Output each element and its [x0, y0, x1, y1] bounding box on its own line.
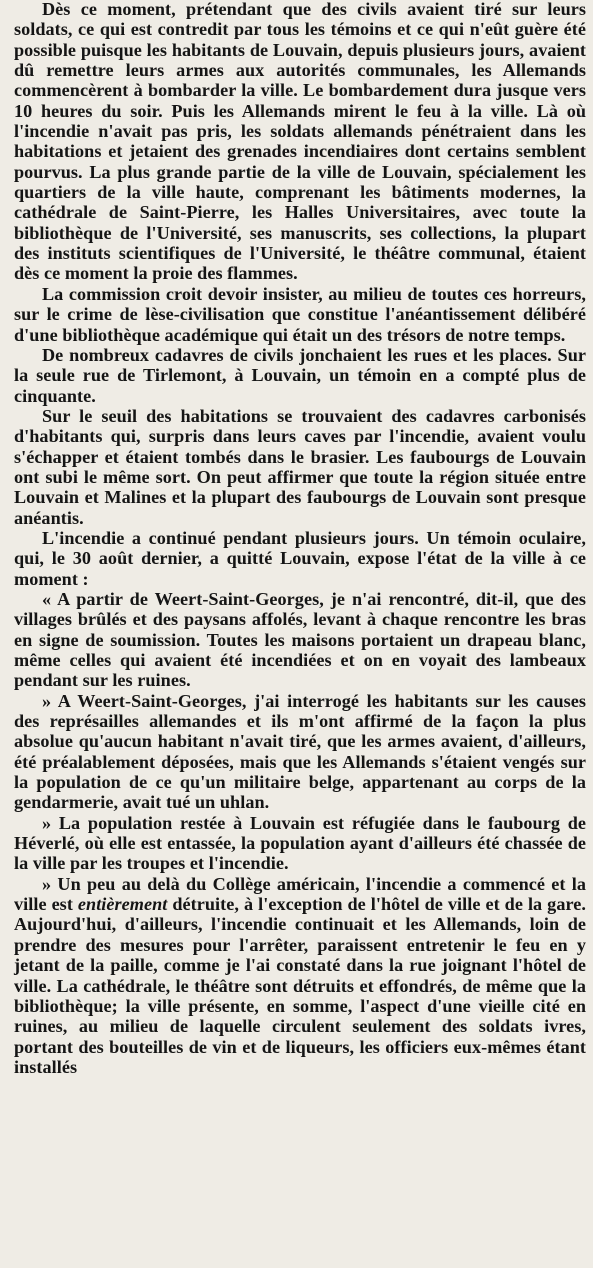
- quote-paragraph-1: « A partir de Weert-Saint-Georges, je n'ai rencontré, dit-il, que des villages brûlés et des paysans affolés, levant à chaque rencontre les bras en signe de soumission. Toutes les maisons portaient un drapeau blanc, même celles qui avaient été incendiées et on en voyait des lambeaux pendant sur les ruines.: [14, 588, 586, 691]
- article-column: [14, 0, 586, 1077]
- quote-paragraph-3: » La population restée à Louvain est réfugiée dans le faubourg de Héverlé, où elle est entassée, la population ayant d'ailleurs été chassée de la ville par les troupes et l'incendie.: [14, 812, 586, 874]
- emphasized-word: entièrement: [77, 894, 168, 915]
- quote-paragraph-4-text-after: détruite, à l'exception de l'hôtel de ville et de la gare. Aujourd'hui, d'ailleurs, l'incendie continuait et les Allemands, loin de prendre des mesures pour l'arrêter, paraissent entretenir le feu en y jetant de la paille, comme je l'ai constaté dans la rue joignant l'hôtel de ville. La cathédrale, le théâtre sont détruits et effondrés, de même que la bibliothèque; la ville présente, en somme, l'aspect d'une vieille cité en ruines, au milieu de laquelle circulent seulement des soldats ivres, portant des bouteilles de vin et de liqueurs, les officiers eux-mêmes étant installés: [14, 894, 586, 1077]
- quote-paragraph-4: [14, 874, 586, 1077]
- quote-paragraph-2: » A Weert-Saint-Georges, j'ai interrogé les habitants sur les causes des représailles allemandes et ils m'ont affirmé de la façon la plus absolue qu'aucun habitant n'avait tiré, que les armes avaient, d'ailleurs, été préalablement déposées, mais que les Allemands s'étaient vengés sur la population de ce qu'un militaire belge, appartenant au corps de la gendarmerie, avait tué un uhlan.: [14, 690, 586, 813]
- paragraph-3: De nombreux cadavres de civils jonchaient les rues et les places. Sur la seule rue de Tirlemont, à Louvain, un témoin en a compté plus de cinquante.: [14, 344, 586, 406]
- paragraph-1: Dès ce moment, prétendant que des civils avaient tiré sur leurs soldats, ce qui est contredit par tous les témoins et ce qui n'eût guère été possible puisque les habitants de Louvain, depuis plusieurs jours, avaient dû remettre leurs armes aux autorités communales, les Allemands commencèrent à bombarder la ville. Le bombardement dura jusque vers 10 heures du soir. Puis les Allemands mirent le feu à la ville. Là où l'incendie n'avait pas pris, les soldats allemands pénétraient dans les habitations et jetaient des grenades incendiaires dont certains semblent pourvus. La plus grande partie de la ville de Louvain, spécialement les quartiers de la ville haute, comprenant les bâtiments modernes, la cathédrale de Saint-Pierre, les Halles Universitaires, avec toute la bibliothèque de l'Université, ses manuscrits, ses collections, la plupart des instituts scientifiques de l'Université, le théâtre communal, étaient dès ce moment la proie des flammes.: [14, 0, 586, 284]
- paragraph-5: L'incendie a continué pendant plusieurs jours. Un témoin oculaire, qui, le 30 août dernier, a quitté Louvain, expose l'état de la ville à ce moment :: [14, 527, 586, 589]
- paragraph-4: Sur le seuil des habitations se trouvaient des cadavres carbonisés d'habitants qui, surpris dans leurs caves par l'incendie, avaient voulu s'échapper et étaient tombés dans le brasier. Les faubourgs de Louvain ont subi le même sort. On peut affirmer que toute la région située entre Louvain et Malines et la plupart des faubourgs de Louvain sont presque anéantis.: [14, 405, 586, 528]
- paragraph-2: La commission croit devoir insister, au milieu de toutes ces horreurs, sur le crime de lèse-civilisation que constitue l'anéantissement délibéré d'une bibliothèque académique qui était un des trésors de notre temps.: [14, 283, 586, 345]
- quote-paragraph-4-text-before: » Un peu au delà du Collège américain, l'incendie a commencé et la ville est: [14, 873, 586, 915]
